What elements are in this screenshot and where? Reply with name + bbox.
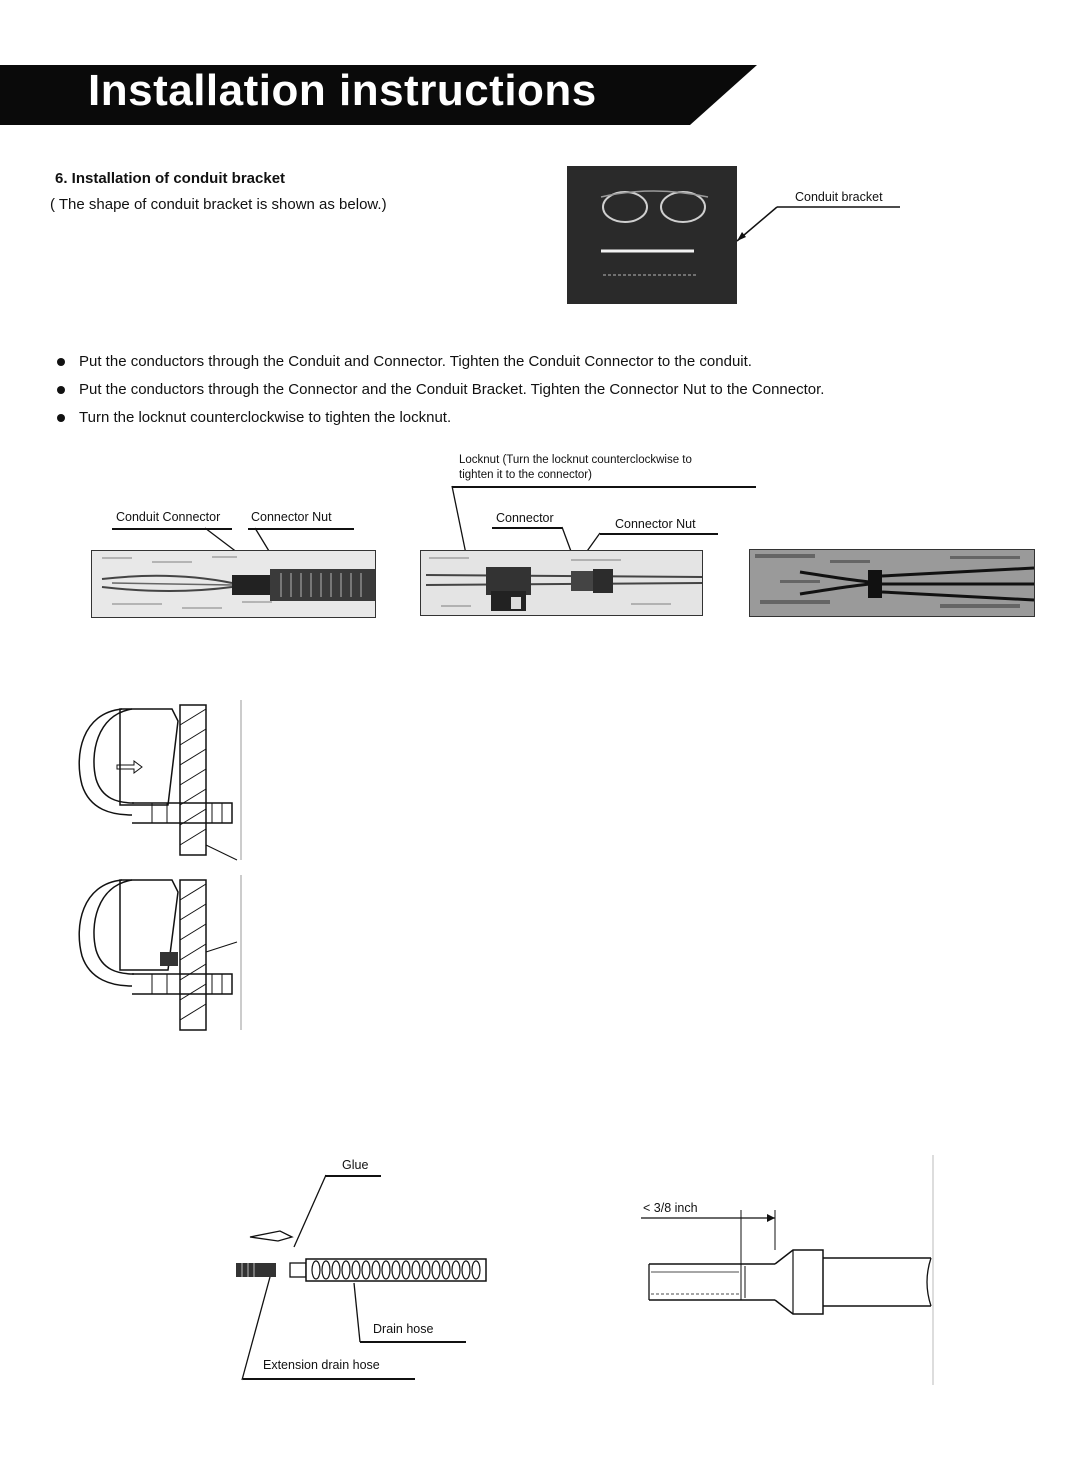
- section-title: 6. Installation of conduit bracket: [55, 170, 286, 187]
- drain-hose-glue-diagram: [230, 1175, 500, 1375]
- wall-drain-diagram-bottom: [72, 870, 247, 1035]
- label-connector-nut-2: Connector Nut: [615, 517, 696, 531]
- step-text: Put the conductors through the Connector and the Conduit Bracket. Tighten the Connector Nut to the Connector.: [79, 381, 825, 398]
- label-connector: Connector: [496, 511, 554, 525]
- label-glue: Glue: [342, 1158, 369, 1172]
- step-item: [55, 352, 824, 380]
- label-connector-nut-1: Connector Nut: [251, 510, 332, 524]
- step-item: [55, 408, 824, 436]
- section-subtitle: ( The shape of conduit bracket is shown as below.): [50, 196, 387, 213]
- label-locknut-line2: tighten it to the connector): [459, 469, 592, 481]
- wall-drain-diagram-top: [72, 695, 247, 865]
- label-locknut-line1: Locknut (Turn the locknut counterclockwise to: [459, 454, 692, 466]
- conduit-bracket-photo: [567, 166, 737, 304]
- hose-insertion-measure-diagram: [635, 1150, 935, 1350]
- bullet-icon: [57, 414, 65, 422]
- conduit-connector-photo: [91, 550, 376, 618]
- label-drain-hose: Drain hose: [373, 1322, 434, 1336]
- conduit-bracket-label: Conduit bracket: [795, 190, 883, 204]
- label-extension-drain-hose: Extension drain hose: [263, 1358, 380, 1372]
- label-conduit-connector: Conduit Connector: [116, 510, 221, 524]
- underline: [243, 1378, 415, 1380]
- underline: [360, 1341, 466, 1343]
- step-text: Turn the locknut counterclockwise to tighten the locknut.: [79, 409, 452, 426]
- bullet-icon: [57, 358, 65, 366]
- step-item: [55, 380, 824, 408]
- bullet-icon: [57, 386, 65, 394]
- assembled-connector-photo: [749, 549, 1035, 617]
- page-title: Installation instructions: [88, 66, 597, 115]
- connector-bracket-photo: [420, 550, 703, 616]
- step-text: Put the conductors through the Conduit and Connector. Tighten the Conduit Connector to the conduit.: [79, 353, 752, 370]
- steps-list: [55, 352, 824, 436]
- bracket-leader-line: [735, 200, 935, 260]
- label-measure: < 3/8 inch: [643, 1201, 698, 1215]
